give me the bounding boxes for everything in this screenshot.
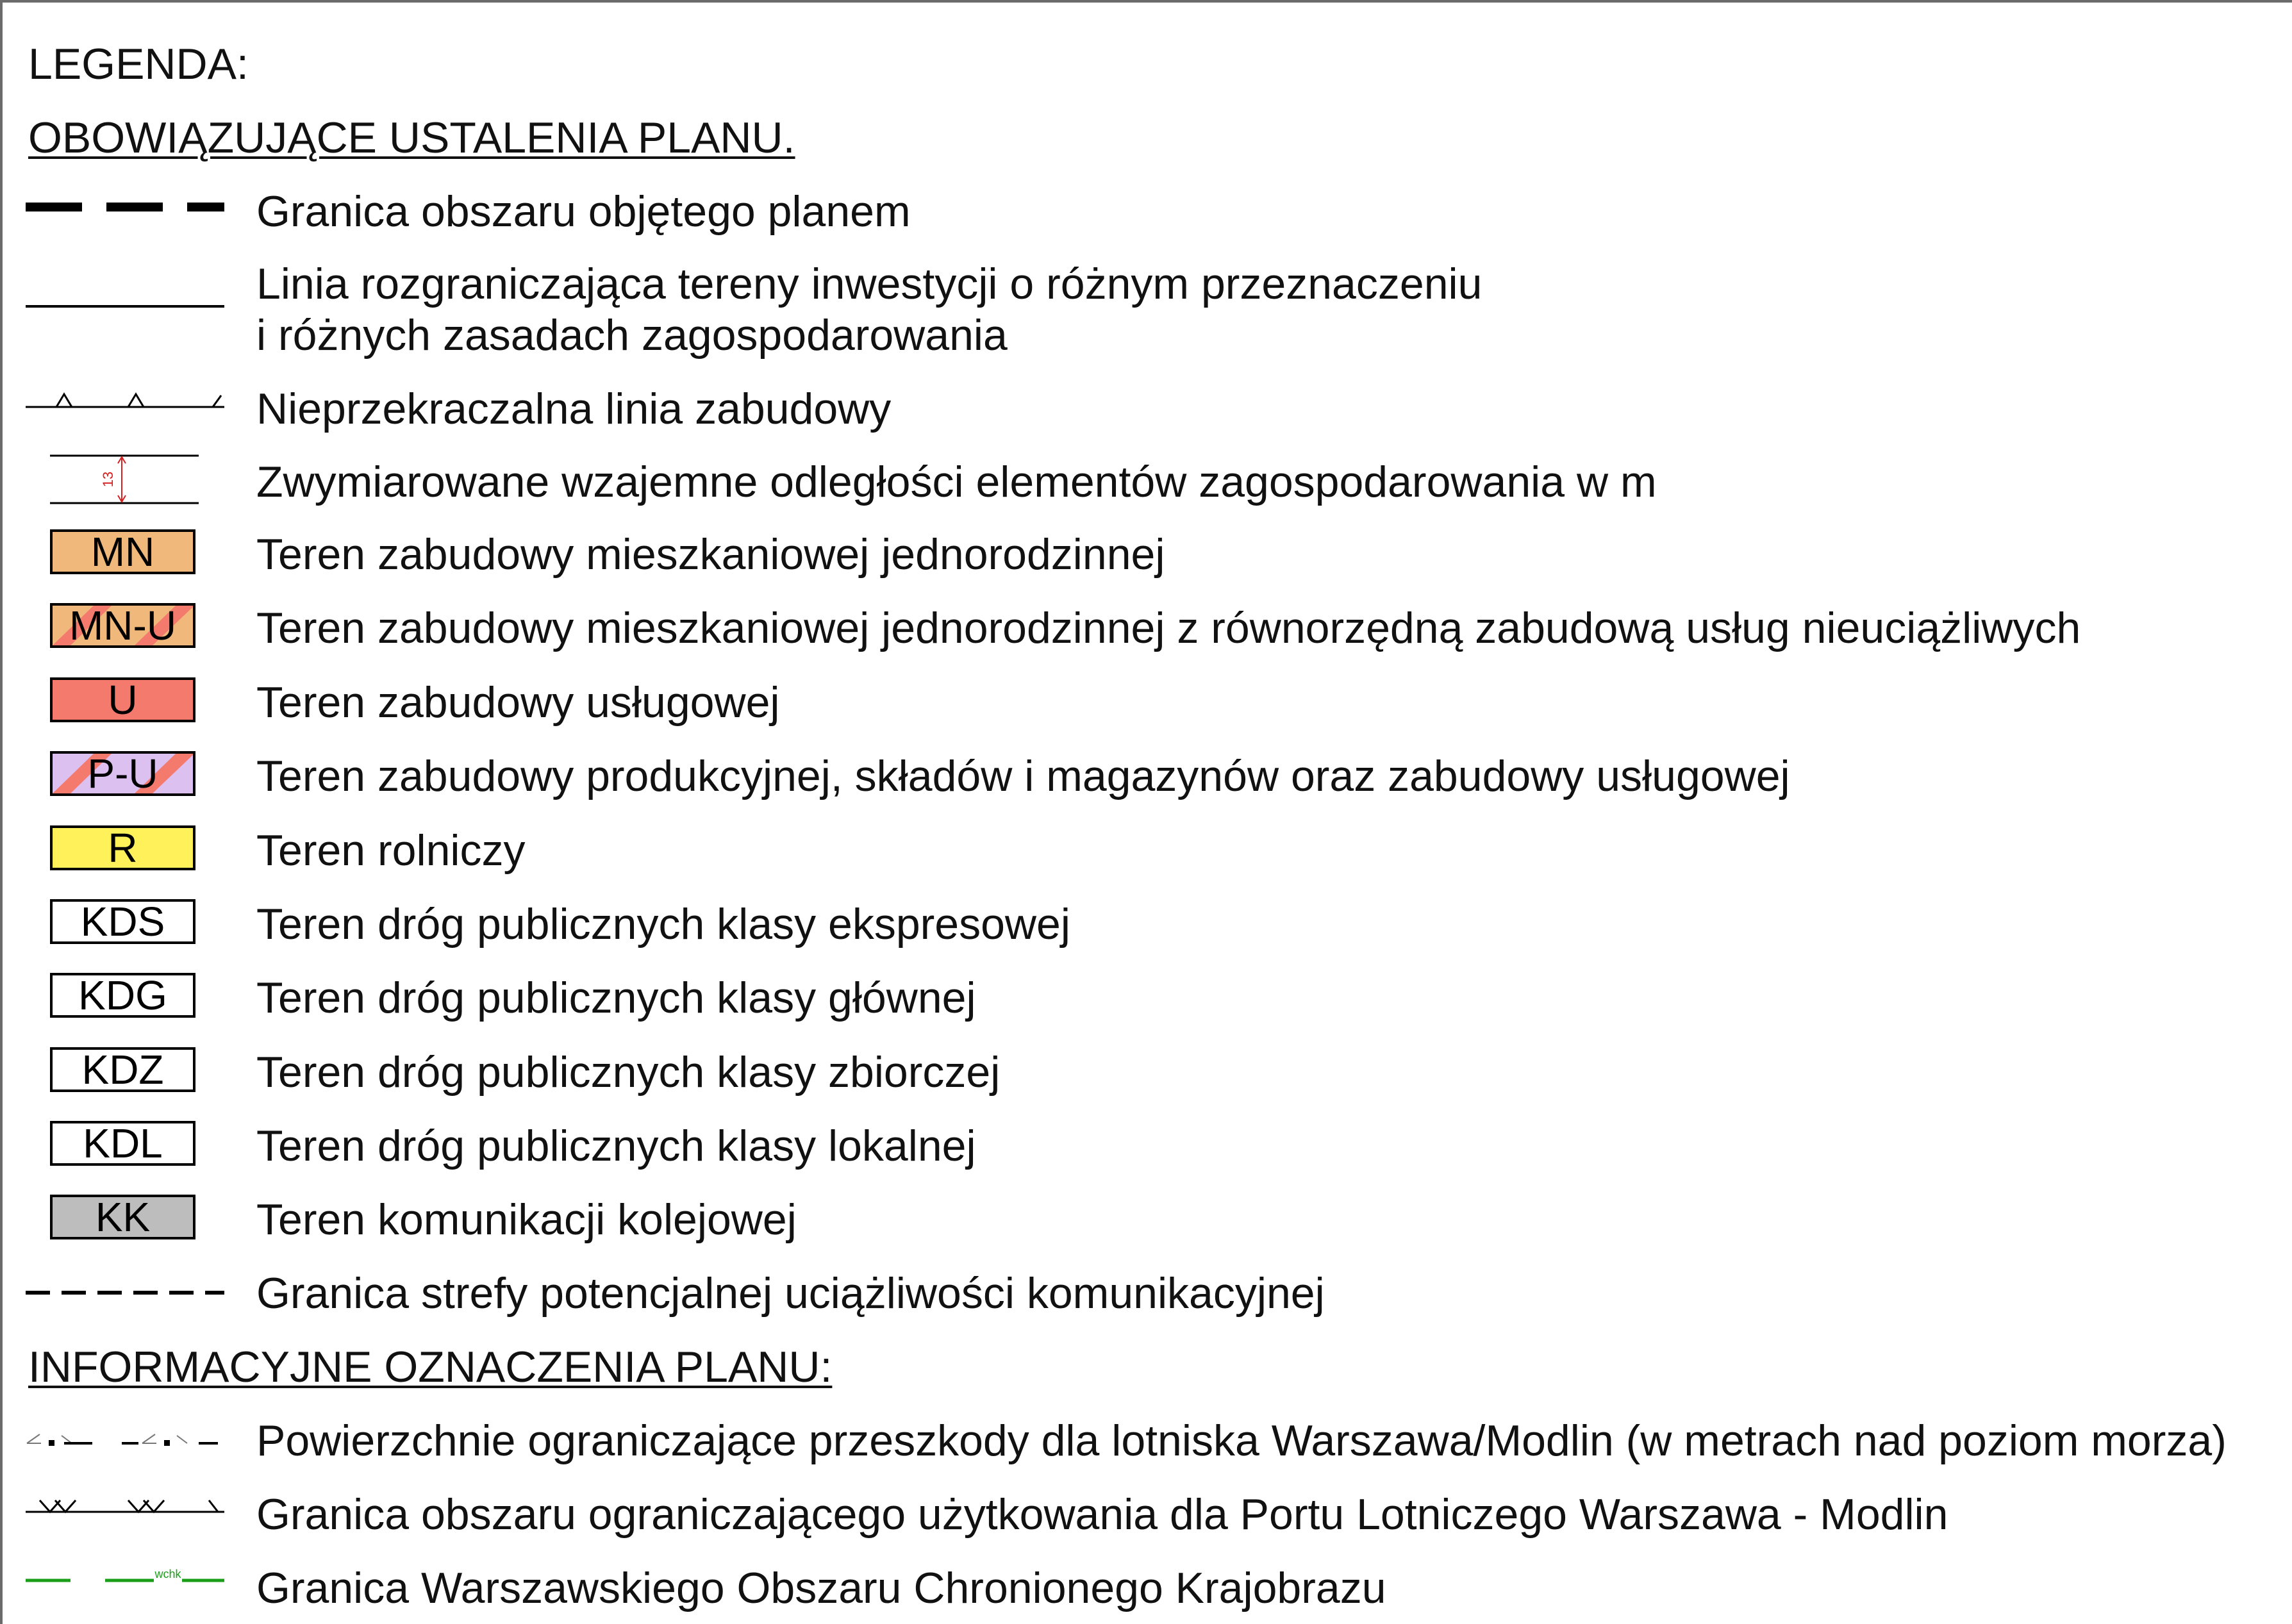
legend-label-kk: Teren komunikacji kolejowej	[256, 1195, 797, 1244]
left-border	[0, 0, 3, 1624]
zone-code-mn: MN	[90, 529, 155, 574]
legend-label-kdg: Teren dróg publicznych klasy głównej	[256, 974, 976, 1022]
zone-code-kds: KDS	[80, 899, 165, 944]
legend-label-demarcation-line-2: i różnych zasadach zagospodarowania	[256, 311, 1008, 360]
legend-label-dimension: Zwymiarowane wzajemne odległości elementów zagospodarowania w m	[256, 458, 1657, 506]
legend-label-nuisance-zone: Granica strefy potencjalnej uciążliwości komunikacyjnej	[256, 1269, 1325, 1318]
zone-code-u: U	[108, 677, 138, 722]
top-border	[0, 0, 2292, 3]
zone-code-kk: KK	[95, 1195, 151, 1239]
section-heading-binding: OBOWIĄZUJĄCE USTALENIA PLANU.	[28, 113, 795, 162]
legend-title: LEGENDA:	[28, 40, 249, 88]
protected-landscape-line-text: wchk	[154, 1568, 181, 1580]
zone-code-box-mn-u	[50, 603, 195, 648]
legend-label-u: Teren zabudowy usługowej	[256, 678, 780, 727]
zone-code-box-kds	[50, 899, 195, 944]
protected-landscape-boundary-symbol	[26, 1564, 224, 1589]
zone-code-box-mn	[50, 529, 195, 574]
zone-code-box-r	[50, 825, 195, 870]
legend-label-airport-zone: Granica obszaru ograniczającego użytkowania dla Portu Lotniczego Warszawa - Modlin	[256, 1490, 1948, 1539]
zone-code-kdg: KDG	[78, 973, 167, 1018]
dimension-symbol	[50, 452, 199, 507]
zone-code-box-kk	[50, 1195, 195, 1239]
zone-code-box-kdz	[50, 1047, 195, 1092]
demarcation-line-symbol	[26, 301, 224, 311]
legend-label-p-u: Teren zabudowy produkcyjnej, składów i magazynów oraz zabudowy usługowej	[256, 752, 1790, 800]
legend-label-plan-boundary: Granica obszaru objętego planem	[256, 187, 911, 236]
legend-label-kdl: Teren dróg publicznych klasy lokalnej	[256, 1122, 976, 1170]
zone-code-kdz: KDZ	[81, 1047, 164, 1092]
legend-label-airport-surfaces: Powierzchnie ograniczające przeszkody dla lotniska Warszawa/Modlin (w metrach nad poziom morza)	[256, 1416, 2227, 1465]
zone-code-box-kdl	[50, 1121, 195, 1166]
airport-restricted-zone-symbol	[26, 1495, 224, 1518]
legend-label-demarcation-line: Linia rozgraniczająca tereny inwestycji o różnym przeznaczeniu	[256, 260, 1482, 308]
zone-code-box-kdg	[50, 973, 195, 1018]
legend-label-r: Teren rolniczy	[256, 826, 526, 875]
boundary-dashed-thick-symbol	[26, 199, 224, 218]
airport-obstacle-surface-symbol	[26, 1428, 224, 1454]
section-heading-informational: INFORMACYJNE OZNACZENIA PLANU:	[28, 1343, 833, 1391]
legend-label-kdz: Teren dróg publicznych klasy zbiorczej	[256, 1048, 1001, 1097]
zone-code-kdl: KDL	[83, 1121, 163, 1166]
nuisance-zone-dashed-symbol	[26, 1286, 224, 1299]
building-line-symbol	[26, 388, 224, 411]
zone-code-box-u	[50, 677, 195, 722]
legend-label-mn-u: Teren zabudowy mieszkaniowej jednorodzinnej z równorzędną zabudową usług nieuciążliwych	[256, 604, 2081, 652]
legend-label-building-line: Nieprzekraczalna linia zabudowy	[256, 385, 892, 433]
legend-label-protected-landscape: Granica Warszawskiego Obszaru Chronionego Krajobrazu	[256, 1564, 1386, 1612]
zone-code-r: R	[108, 825, 138, 870]
zone-code-box-p-u	[50, 751, 195, 796]
zone-code-mn-u: MN-U	[69, 603, 177, 648]
legend-label-mn: Teren zabudowy mieszkaniowej jednorodzinnej	[256, 530, 1165, 579]
zone-code-p-u: P-U	[87, 751, 158, 796]
legend-label-kds: Teren dróg publicznych klasy ekspresowej	[256, 900, 1070, 949]
dimension-value: 13	[100, 471, 116, 488]
